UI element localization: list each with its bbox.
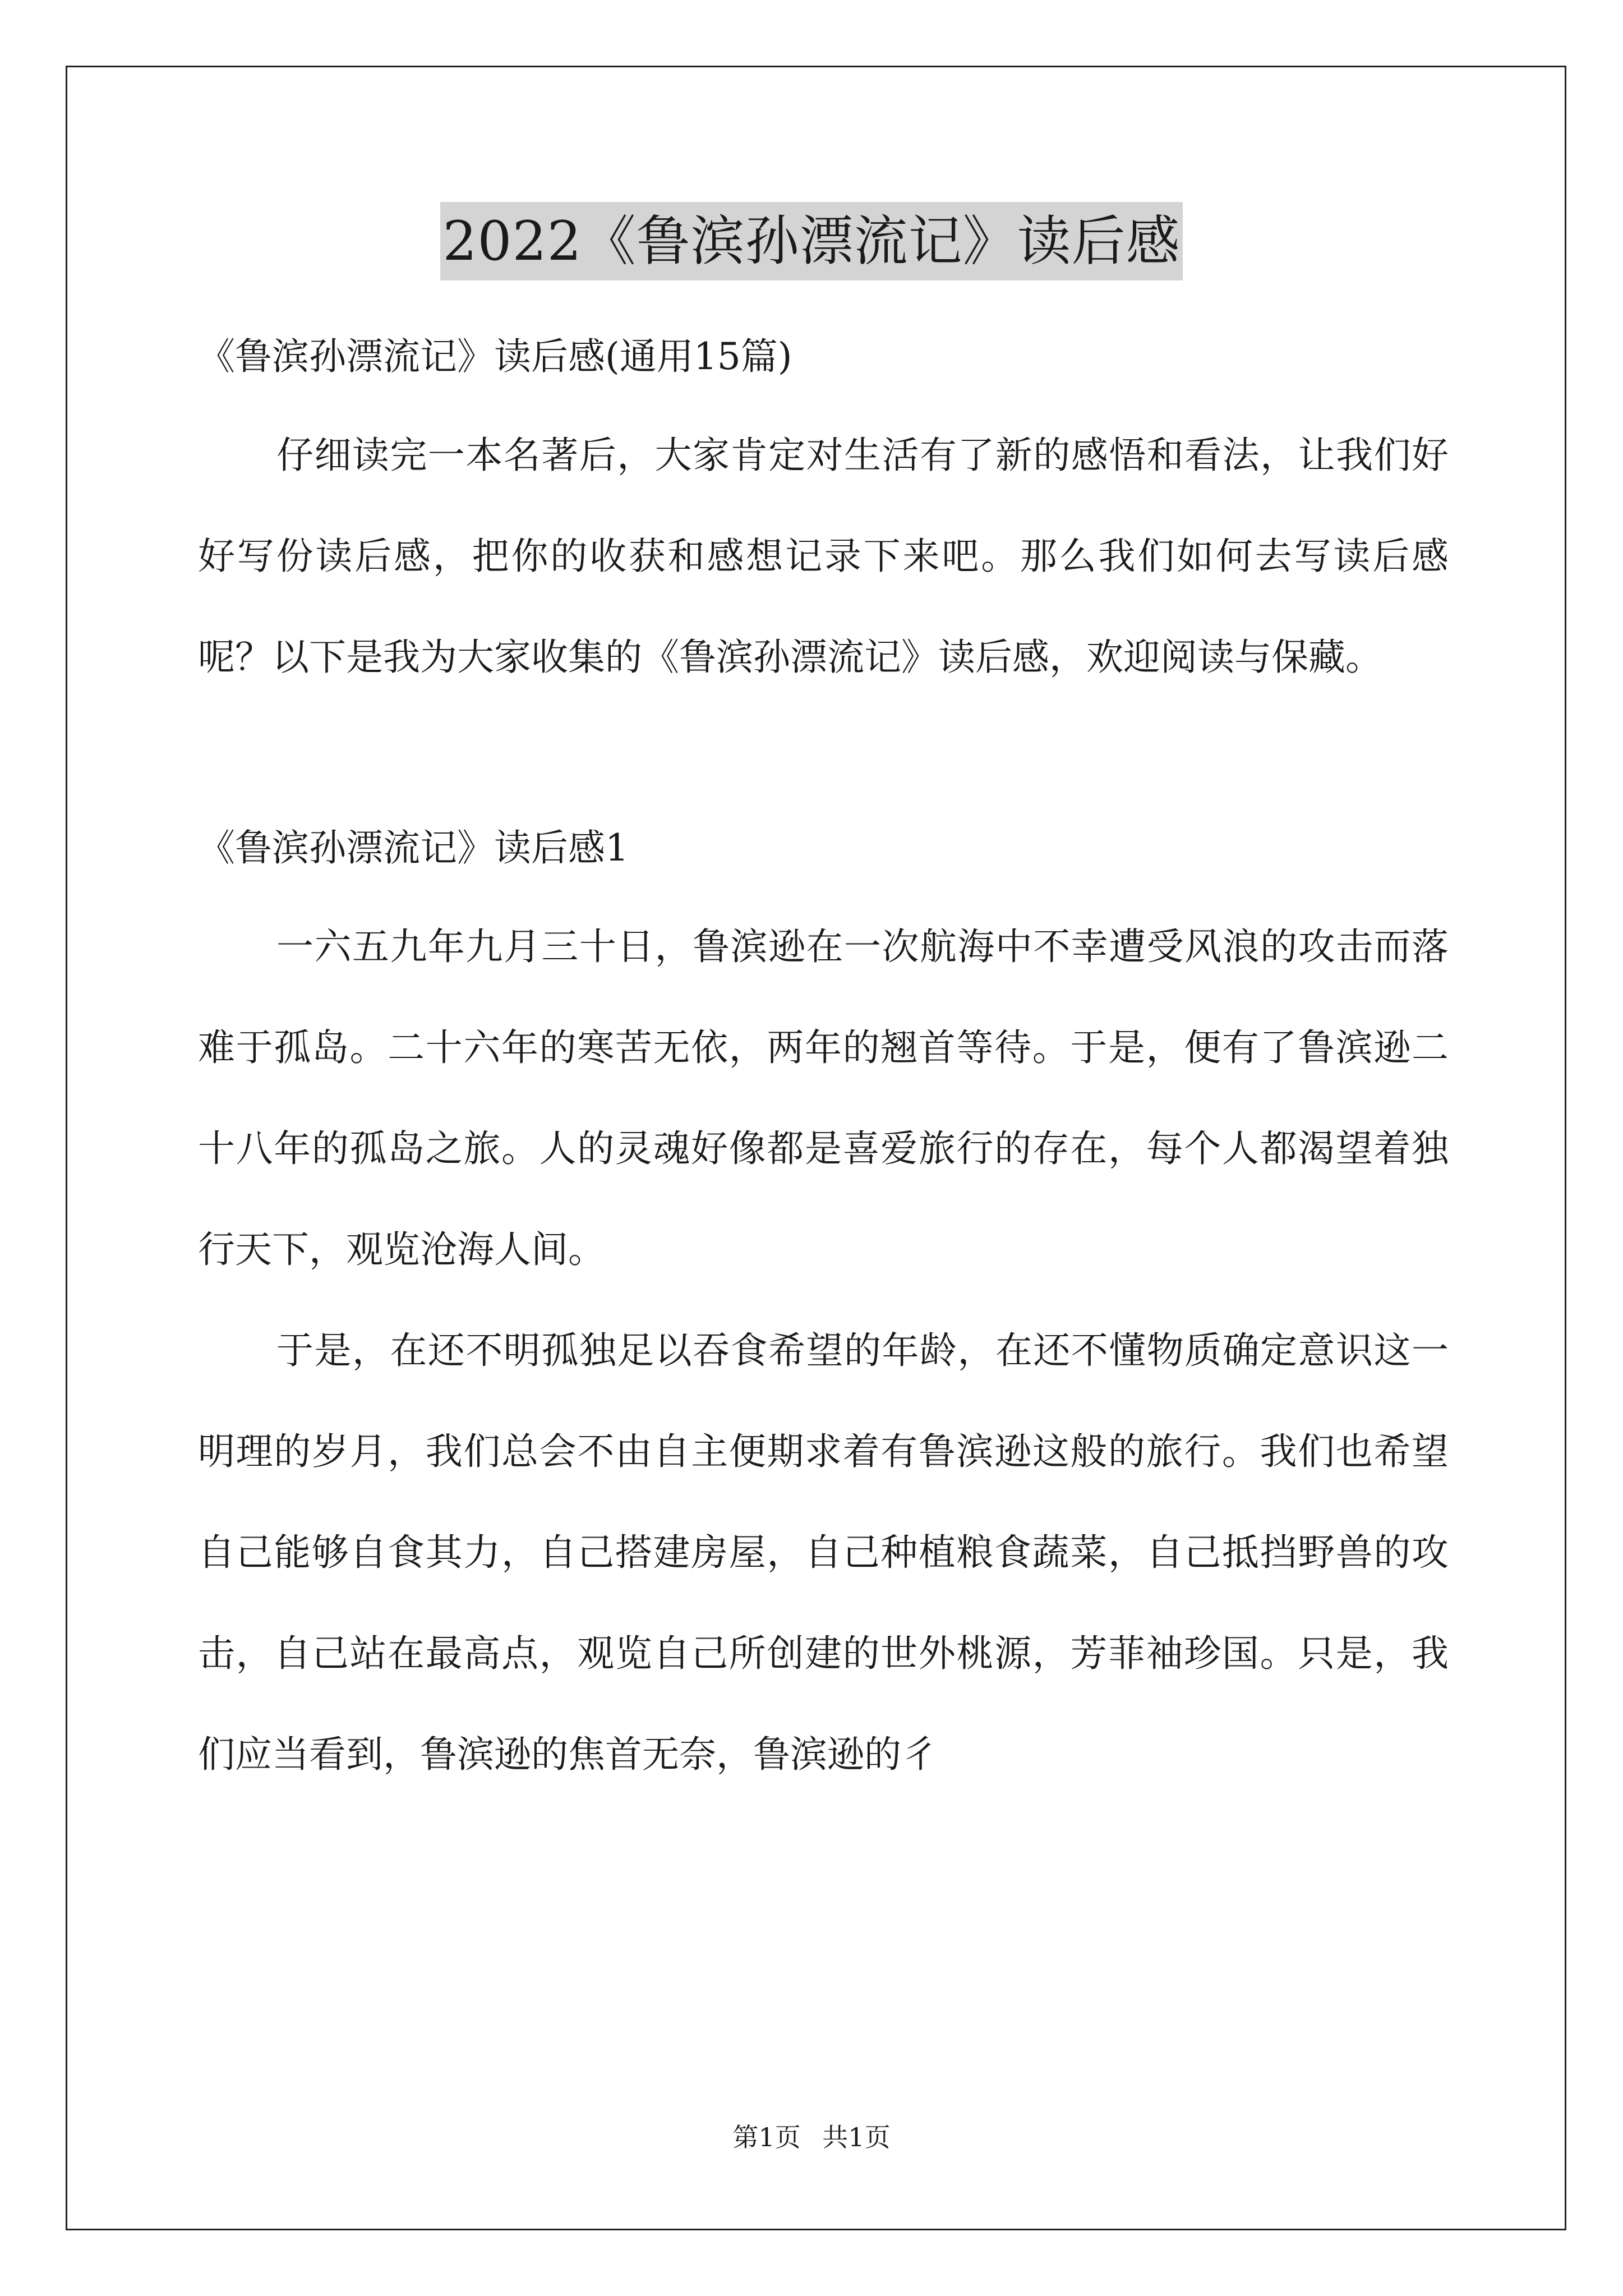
section-heading: 《鲁滨孙漂流记》读后感1 [198, 826, 629, 869]
body-paragraph-2: 于是，在还不明孤独足以吞食希望的年龄，在还不懂物质确定意识这一明理的岁月，我们总会不由自主便期求着有鲁滨逊这般的旅行。我们也希望自己能够自食其力，自己搭建房屋，自己种植粮食蔬菜，自己抵挡野兽的攻击，自己站在最高点，观览自己所创建的世外桃源，芳菲袖珍国。只是，我们应当看到，鲁滨逊的焦首无奈，鲁滨逊的彳 [198, 1329, 1449, 1776]
page-footer: 第1页 共1页 [732, 2122, 891, 2152]
document-title: 2022《鲁滨孙漂流记》读后感 [440, 202, 1182, 280]
title-container [0, 202, 1623, 280]
document-subtitle: 《鲁滨孙漂流记》读后感(通用15篇) [198, 335, 792, 378]
intro-paragraph: 仔细读完一本名著后，大家肯定对生活有了新的感悟和看法，让我们好好写份读后感，把你的收获和感想记录下来吧。那么我们如何去写读后感呢？以下是我为大家收集的《鲁滨孙漂流记》读后感，欢迎阅读与保藏。 [198, 434, 1449, 679]
body-paragraph-1: 一六五九年九月三十日，鲁滨逊在一次航海中不幸遭受风浪的攻击而落难于孤岛。二十六年的寒苦无依，两年的翘首等待。于是，便有了鲁滨逊二十八年的孤岛之旅。人的灵魂好像都是喜爱旅行的存在，每个人都渴望着独行天下，观览沧海人间。 [198, 925, 1449, 1271]
document-body [198, 303, 1449, 1805]
